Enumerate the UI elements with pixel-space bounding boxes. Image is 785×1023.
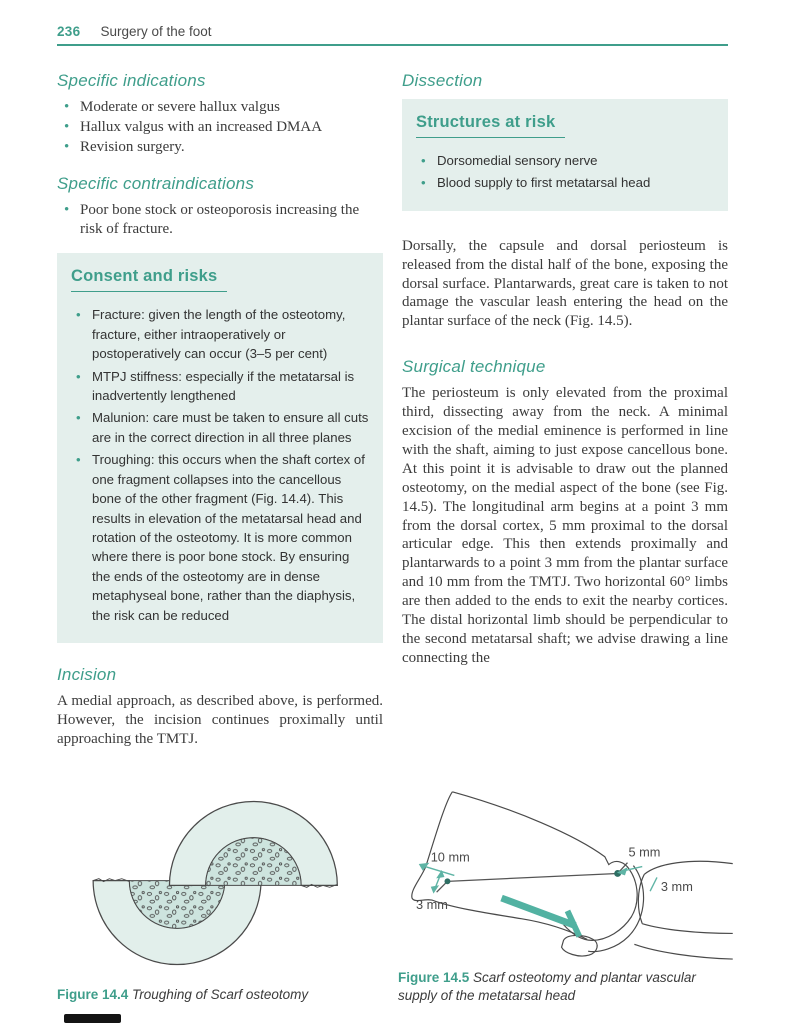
contraindications-list xyxy=(57,201,383,239)
page-header xyxy=(57,24,728,46)
technique-paragraph: The periosteum is only elevated from the proximal third, dissecting away from the neck. A minimal excision of the medial eminence is performed in line with the shaft, aiming to just expose cancellous bone. At this point it is advisable to draw out the planned osteotomy, on the medial aspect of the bone (see Fig. 14.5). The longitudinal arm begins at a point 3 mm from the dorsal cortex, 5 mm proximal to the dorsal articular edge. This then extends proximally and plantarwards to a point 3 mm from the plantar surface and 10 mm from the TMTJ. Two horizontal 60° limbs are then added to the ends to exit the nearby cortices. The distal horizontal limb should be perpendicular to the second metatarsal shaft; we advise drawing a line connecting the xyxy=(402,385,728,666)
incision-paragraph: A medial approach, as described above, is performed. However, the incision continues proximally until approaching the TMTJ. xyxy=(57,692,383,747)
measurement-label-10mm: 10 mm xyxy=(430,849,470,865)
troughing-illustration xyxy=(74,790,366,976)
figure-caption-text: Troughing of Scarf osteotomy xyxy=(132,987,309,1002)
figure-14-5-caption xyxy=(398,969,733,1005)
indications-list xyxy=(57,98,383,157)
list-item: • Dorsomedial sensory nerve xyxy=(416,151,714,170)
measurement-label-3mm-left: 3 mm xyxy=(415,896,448,912)
list-item: • Malunion: care must be taken to ensure all cuts are in the correct direction in all three planes xyxy=(71,408,369,447)
heading-surgical-technique: Surgical technique xyxy=(402,357,546,377)
list-item: • Moderate or severe hallux valgus xyxy=(57,98,383,117)
osteotomy-proximal-point xyxy=(444,878,450,884)
figure-caption-text: Scarf osteotomy and plantar vascular supply of the metatarsal head xyxy=(398,970,696,1004)
measurement-label-3mm-right: 3 mm xyxy=(660,879,693,895)
figure-14-5 xyxy=(398,780,733,1005)
list-item: • Poor bone stock or osteoporosis increasing the risk of fracture. xyxy=(57,201,383,239)
two-column-layout xyxy=(57,58,728,749)
scarf-osteotomy-illustration xyxy=(398,780,733,962)
figure-14-4 xyxy=(57,790,383,1004)
figure-label: Figure 14.4 xyxy=(57,987,129,1002)
right-column xyxy=(402,58,728,749)
heading-dissection: Dissection xyxy=(402,71,483,90)
running-title: Surgery of the foot xyxy=(100,24,212,39)
figure-label: Figure 14.5 xyxy=(398,970,470,985)
list-item: • Troughing: this occurs when the shaft cortex of one fragment collapses into the cancellous bone of the other fragment (Fig. 14.4). This results in elevation of the metatarsal head and rotation of the osteotomy. It is more common where there is poor bone stock. By ensuring the ends of the osteotomy are in dense metaphyseal bone, rather than the diaphysis, the risk can be reduced xyxy=(71,450,369,625)
consent-and-risks-box xyxy=(57,253,383,643)
list-item: • Hallux valgus with an increased DMAA xyxy=(57,118,383,137)
consent-box-title: Consent and risks xyxy=(71,267,227,292)
page-number: 236 xyxy=(57,24,81,39)
consent-box-list xyxy=(71,305,369,625)
measurement-label-5mm: 5 mm xyxy=(628,844,661,860)
heading-specific-indications: Specific indications xyxy=(57,71,206,90)
list-item: • Revision surgery. xyxy=(57,138,383,157)
list-item: • Blood supply to first metatarsal head xyxy=(416,173,714,192)
scan-artifact xyxy=(64,1014,121,1023)
heading-specific-contraindications: Specific contraindications xyxy=(57,173,255,193)
list-item: • MTPJ stiffness: especially if the metatarsal is inadvertently lengthened xyxy=(71,367,369,406)
left-column xyxy=(57,58,383,749)
figure-14-4-caption xyxy=(57,986,383,1004)
risk-box-title: Structures at risk xyxy=(416,113,565,138)
list-item: • Fracture: given the length of the osteotomy, fracture, either intraoperatively or postoperatively can occur (3–5 per cent) xyxy=(71,305,369,363)
heading-incision: Incision xyxy=(57,664,117,684)
structures-at-risk-box xyxy=(402,99,728,211)
dissection-paragraph: Dorsally, the capsule and dorsal periosteum is released from the distal half of the bone, exposing the dorsal surface. Plantarwards, great care is taken to not damage the vascular leash entering the head on the plantar surface of the neck (Fig. 14.5). xyxy=(402,237,728,330)
risk-box-list xyxy=(416,151,714,193)
